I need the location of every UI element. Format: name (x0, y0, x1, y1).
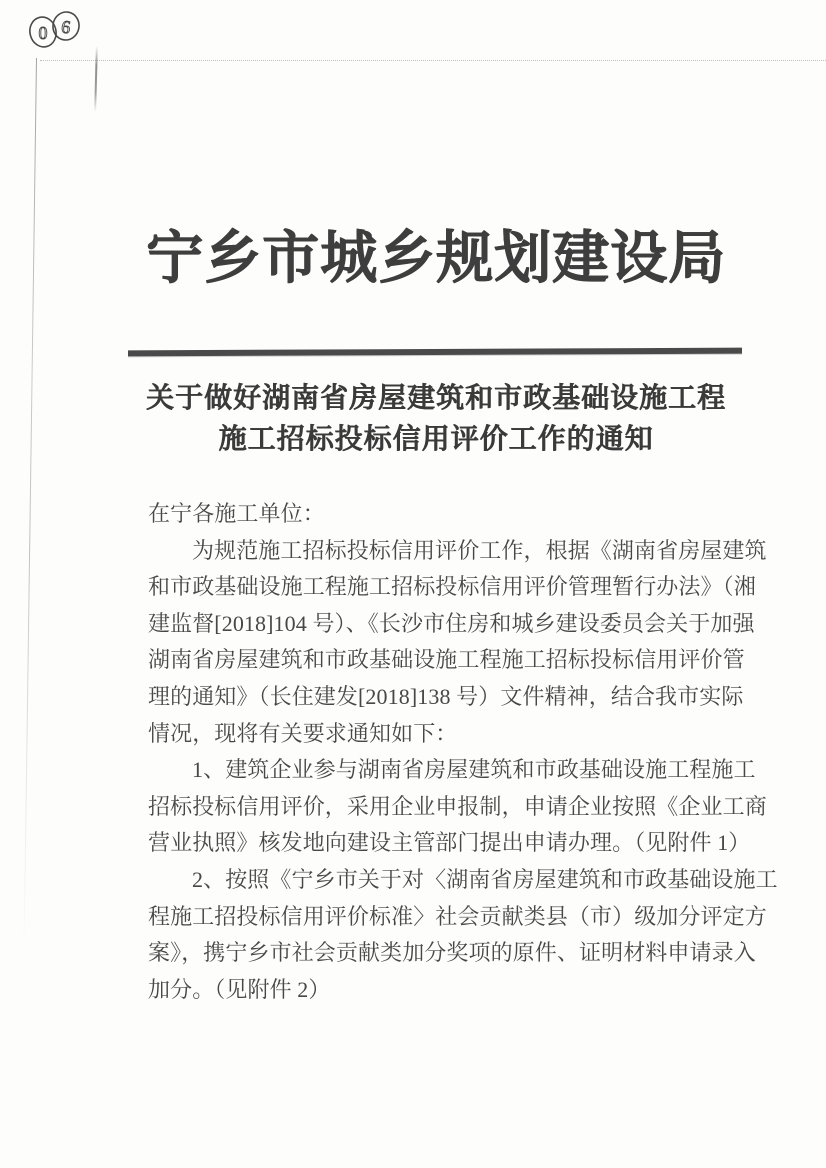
body-line: 案》，携宁乡市社会贡献类加分奖项的原件、证明材料申请录入 (148, 940, 756, 966)
body-line-item-2: 2、按照《宁乡市关于对〈湖南省房屋建筑和市政基础设施工 (192, 866, 778, 892)
document-title-line-1: 关于做好湖南省房屋建筑和市政基础设施工程 (145, 383, 726, 414)
scan-dotted-line (40, 60, 826, 61)
body-line: 和市政基础设施工程施工招标投标信用评价管理暂行办法》（湘 (148, 574, 756, 600)
body-line: 理的通知》（长住建发[2018]138 号）文件精神，结合我市实际 (148, 683, 744, 709)
body-line-item-1: 1、建筑企业参与湖南省房屋建筑和市政基础设施工程施工 (192, 757, 756, 783)
body-line: 湖南省房屋建筑和市政基础设施工程施工招标投标信用评价管 (148, 647, 745, 673)
body-line: 为规范施工招标投标信用评价工作，根据《湖南省房屋建筑 (192, 537, 767, 563)
scan-fold-line (24, 58, 37, 948)
handwritten-page-number (22, 5, 94, 57)
document-body (148, 496, 778, 1008)
body-line: 程施工招投标信用评价标准〉社会贡献类县（市）级加分评定方 (148, 903, 767, 929)
document-title-line-2: 施工招标投标信用评价工作的通知 (218, 424, 654, 455)
letterhead-agency-title: 宁乡市城乡规划建设局 (146, 227, 726, 290)
body-line: 情况，现将有关要求通知如下： (148, 720, 458, 746)
body-line: 建监督[2018]104 号）、《长沙市住房和城乡建设委员会关于加强 (148, 610, 755, 636)
letterhead-separator-rule (128, 348, 742, 357)
document-title (118, 378, 754, 460)
body-line: 加分。（见附件 2） (148, 976, 331, 1002)
salutation-line: 在宁各施工单位： (148, 501, 325, 526)
body-line: 招标投标信用评价，采用企业申报制，申请企业按照《企业工商 (148, 793, 767, 819)
handwritten-digit-six: 6 (60, 16, 72, 38)
scan-vertical-mark (94, 46, 98, 112)
handwritten-digit-zero: 0 (38, 23, 48, 43)
body-line: 营业执照》核发地向建设主管部门提出申请办理。（见附件 1） (148, 830, 751, 856)
